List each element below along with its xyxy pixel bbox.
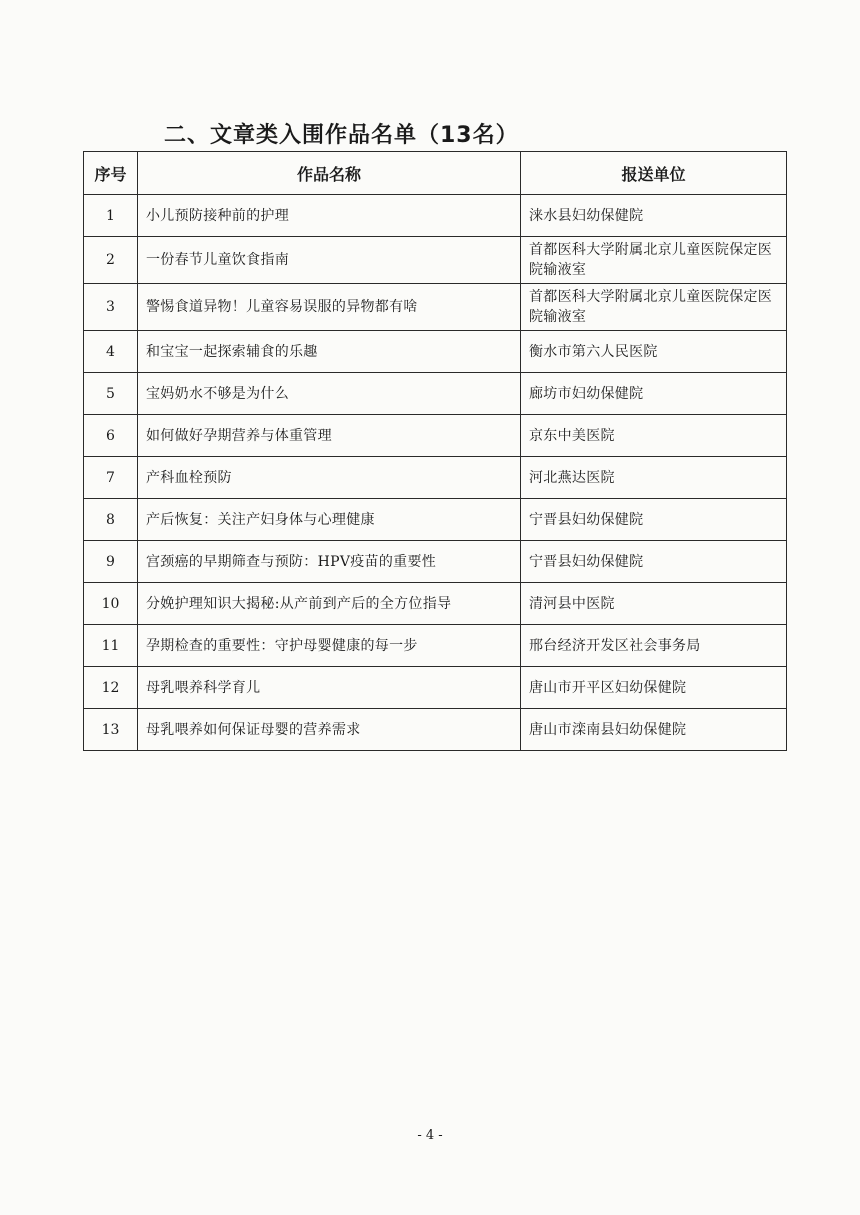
table-row	[84, 499, 787, 541]
table-body	[84, 195, 787, 751]
row-submitting-unit: 唐山市滦南县妇幼保健院	[521, 709, 787, 751]
row-work-title: 警惕食道异物！儿童容易误服的异物都有啥	[138, 284, 521, 331]
row-submitting-unit: 首都医科大学附属北京儿童医院保定医院输液室	[521, 284, 787, 331]
row-index: 10	[84, 583, 138, 625]
row-submitting-unit: 宁晋县妇幼保健院	[521, 541, 787, 583]
table-row	[84, 415, 787, 457]
table-header	[84, 152, 787, 195]
row-index: 5	[84, 373, 138, 415]
row-work-title: 分娩护理知识大揭秘:从产前到产后的全方位指导	[138, 583, 521, 625]
row-work-title: 产后恢复：关注产妇身体与心理健康	[138, 499, 521, 541]
row-submitting-unit: 清河县中医院	[521, 583, 787, 625]
row-work-title: 小儿预防接种前的护理	[138, 195, 521, 237]
header-index: 序号	[84, 152, 138, 195]
table-row	[84, 284, 787, 331]
table-row	[84, 625, 787, 667]
row-index: 4	[84, 331, 138, 373]
row-submitting-unit: 邢台经济开发区社会事务局	[521, 625, 787, 667]
section-title: 二、文章类入围作品名单（13名）	[164, 123, 519, 148]
table-row	[84, 331, 787, 373]
row-work-title: 母乳喂养如何保证母婴的营养需求	[138, 709, 521, 751]
row-work-title: 宫颈癌的早期筛查与预防：HPV疫苗的重要性	[138, 541, 521, 583]
row-index: 6	[84, 415, 138, 457]
table-row	[84, 457, 787, 499]
table-row	[84, 373, 787, 415]
row-work-title: 如何做好孕期营养与体重管理	[138, 415, 521, 457]
page-number: - 4 -	[417, 1128, 443, 1143]
finalist-table	[83, 151, 787, 751]
row-submitting-unit: 京东中美医院	[521, 415, 787, 457]
header-row	[84, 152, 787, 195]
row-submitting-unit: 衡水市第六人民医院	[521, 331, 787, 373]
row-index: 12	[84, 667, 138, 709]
row-index: 7	[84, 457, 138, 499]
header-submitting-unit: 报送单位	[521, 152, 787, 195]
row-index: 9	[84, 541, 138, 583]
row-submitting-unit: 宁晋县妇幼保健院	[521, 499, 787, 541]
table-row	[84, 237, 787, 284]
row-index: 3	[84, 284, 138, 331]
row-index: 8	[84, 499, 138, 541]
row-index: 1	[84, 195, 138, 237]
row-submitting-unit: 唐山市开平区妇幼保健院	[521, 667, 787, 709]
row-index: 2	[84, 237, 138, 284]
table-row	[84, 583, 787, 625]
table-row	[84, 195, 787, 237]
table-row	[84, 667, 787, 709]
header-work-title: 作品名称	[138, 152, 521, 195]
row-work-title: 孕期检查的重要性：守护母婴健康的每一步	[138, 625, 521, 667]
table-row	[84, 709, 787, 751]
row-index: 11	[84, 625, 138, 667]
row-index: 13	[84, 709, 138, 751]
row-work-title: 宝妈奶水不够是为什么	[138, 373, 521, 415]
row-work-title: 和宝宝一起探索辅食的乐趣	[138, 331, 521, 373]
row-submitting-unit: 首都医科大学附属北京儿童医院保定医院输液室	[521, 237, 787, 284]
table-row	[84, 541, 787, 583]
row-submitting-unit: 廊坊市妇幼保健院	[521, 373, 787, 415]
row-submitting-unit: 涞水县妇幼保健院	[521, 195, 787, 237]
row-work-title: 一份春节儿童饮食指南	[138, 237, 521, 284]
row-work-title: 产科血栓预防	[138, 457, 521, 499]
row-work-title: 母乳喂养科学育儿	[138, 667, 521, 709]
row-submitting-unit: 河北燕达医院	[521, 457, 787, 499]
